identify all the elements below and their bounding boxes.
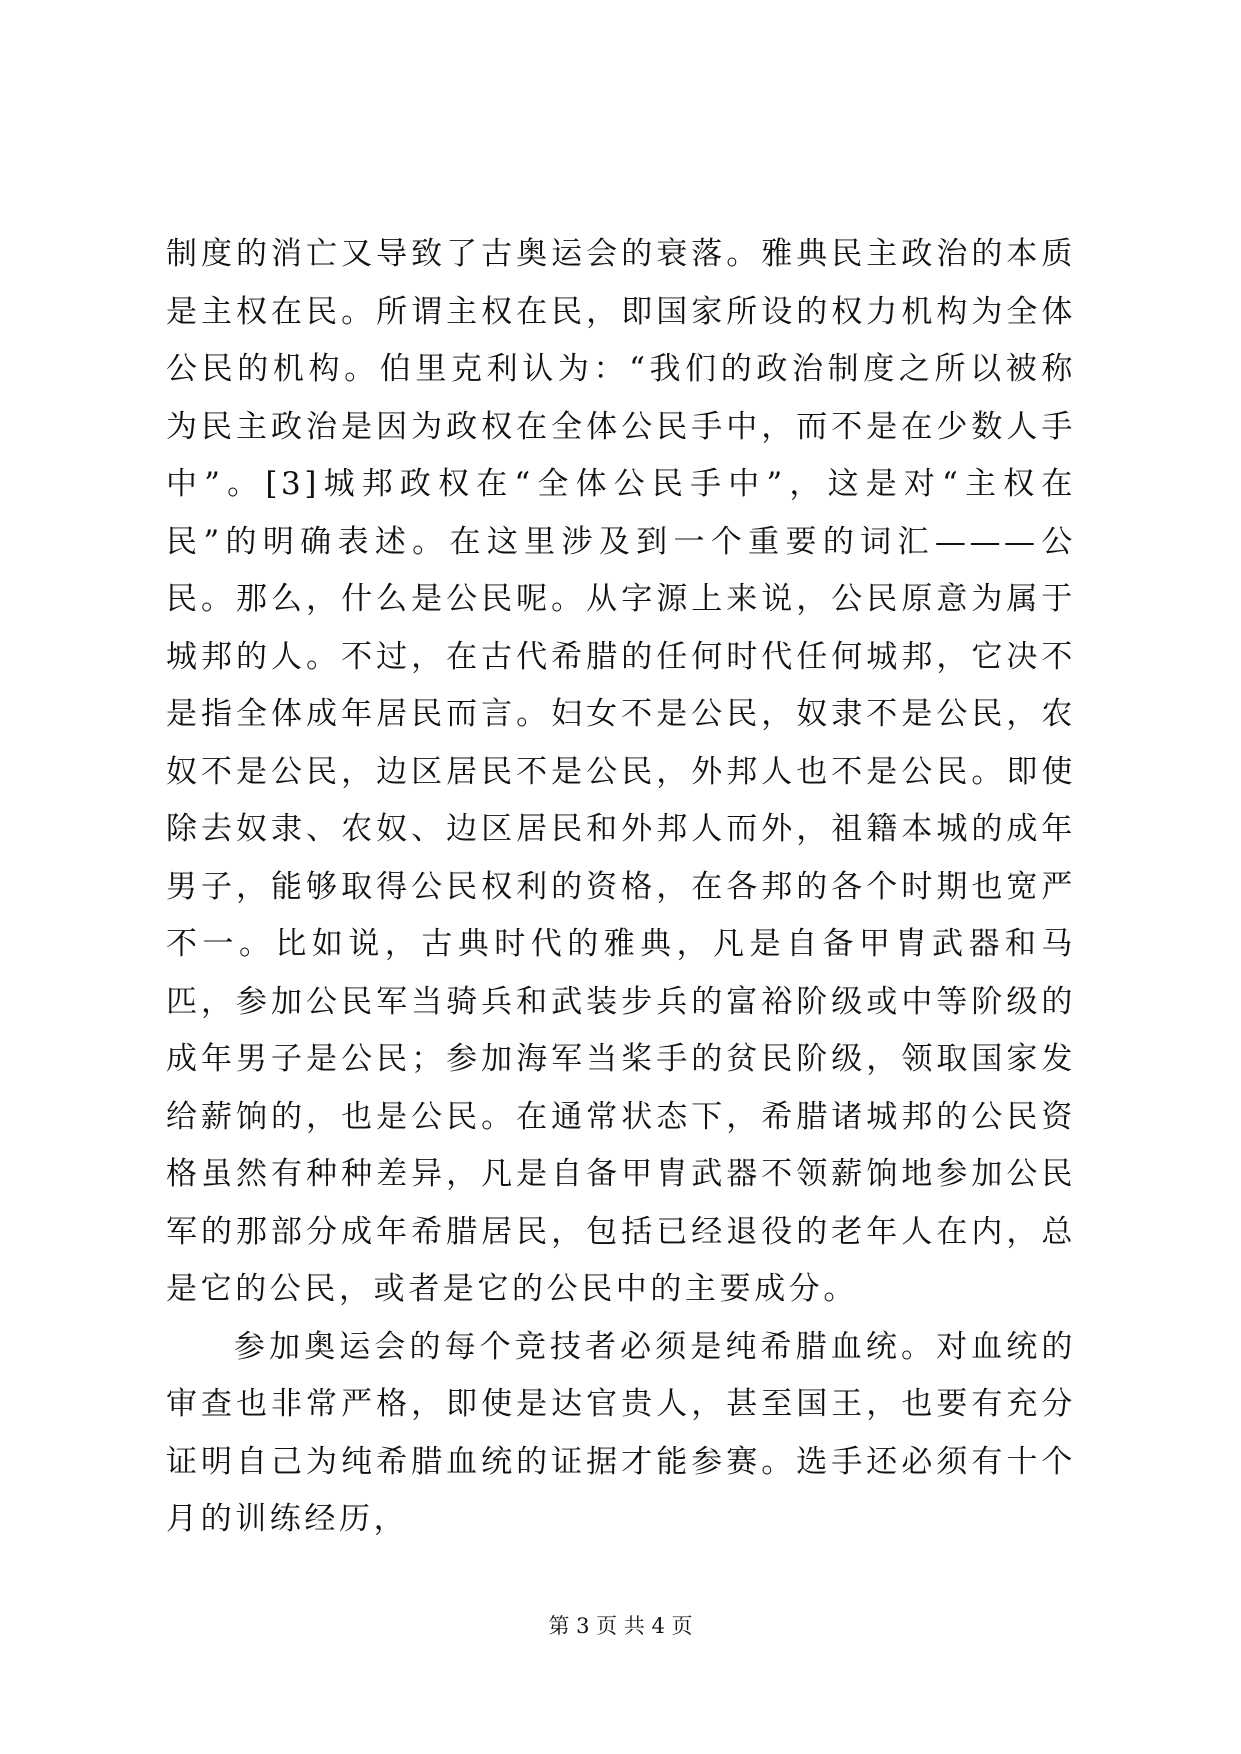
page-number-label: 第 3 页 共 4 页 [548,1614,693,1638]
paragraph-2: 参加奥运会的每个竞技者必须是纯希腊血统。对血统的审查也非常严格，即使是达官贵人，甚至国王，也要有充分证明自己为纯希腊血统的证据才能参赛。选手还必须有十个月的训练经历， [166,1328,1076,1537]
page-footer [0,1612,1241,1640]
paragraph-1: 制度的消亡又导致了古奥运会的衰落。雅典民主政治的本质是主权在民。所谓主权在民，即国家所设的权力机构为全体公民的机构。伯里克利认为：“我们的政治制度之所以被称为民主政治是因为政权在全体公民手中，而不是在少数人手中”。[3]城邦政权在“全体公民手中”，这是对“主权在民”的明确表述。在这里涉及到一个重要的词汇———公民。那么，什么是公民呢。从字源上来说，公民原意为属于城邦的人。不过，在古代希腊的任何时代任何城邦，它决不是指全体成年居民而言。妇女不是公民，奴隶不是公民，农奴不是公民，边区居民不是公民，外邦人也不是公民。即使除去奴隶、农奴、边区居民和外邦人而外，祖籍本城的成年男子，能够取得公民权利的资格，在各邦的各个时期也宽严不一。比如说，古典时代的雅典，凡是自备甲胄武器和马匹，参加公民军当骑兵和武装步兵的富裕阶级或中等阶级的成年男子是公民；参加海军当桨手的贫民阶级，领取国家发给薪饷的，也是公民。在通常状态下，希腊诸城邦的公民资格虽然有种种差异，凡是自备甲胄武器不领薪饷地参加公民军的那部分成年希腊居民，包括已经退役的老年人在内，总是它的公民，或者是它的公民中的主要成分。 [166,236,1076,1307]
page-body [166,226,1076,1549]
